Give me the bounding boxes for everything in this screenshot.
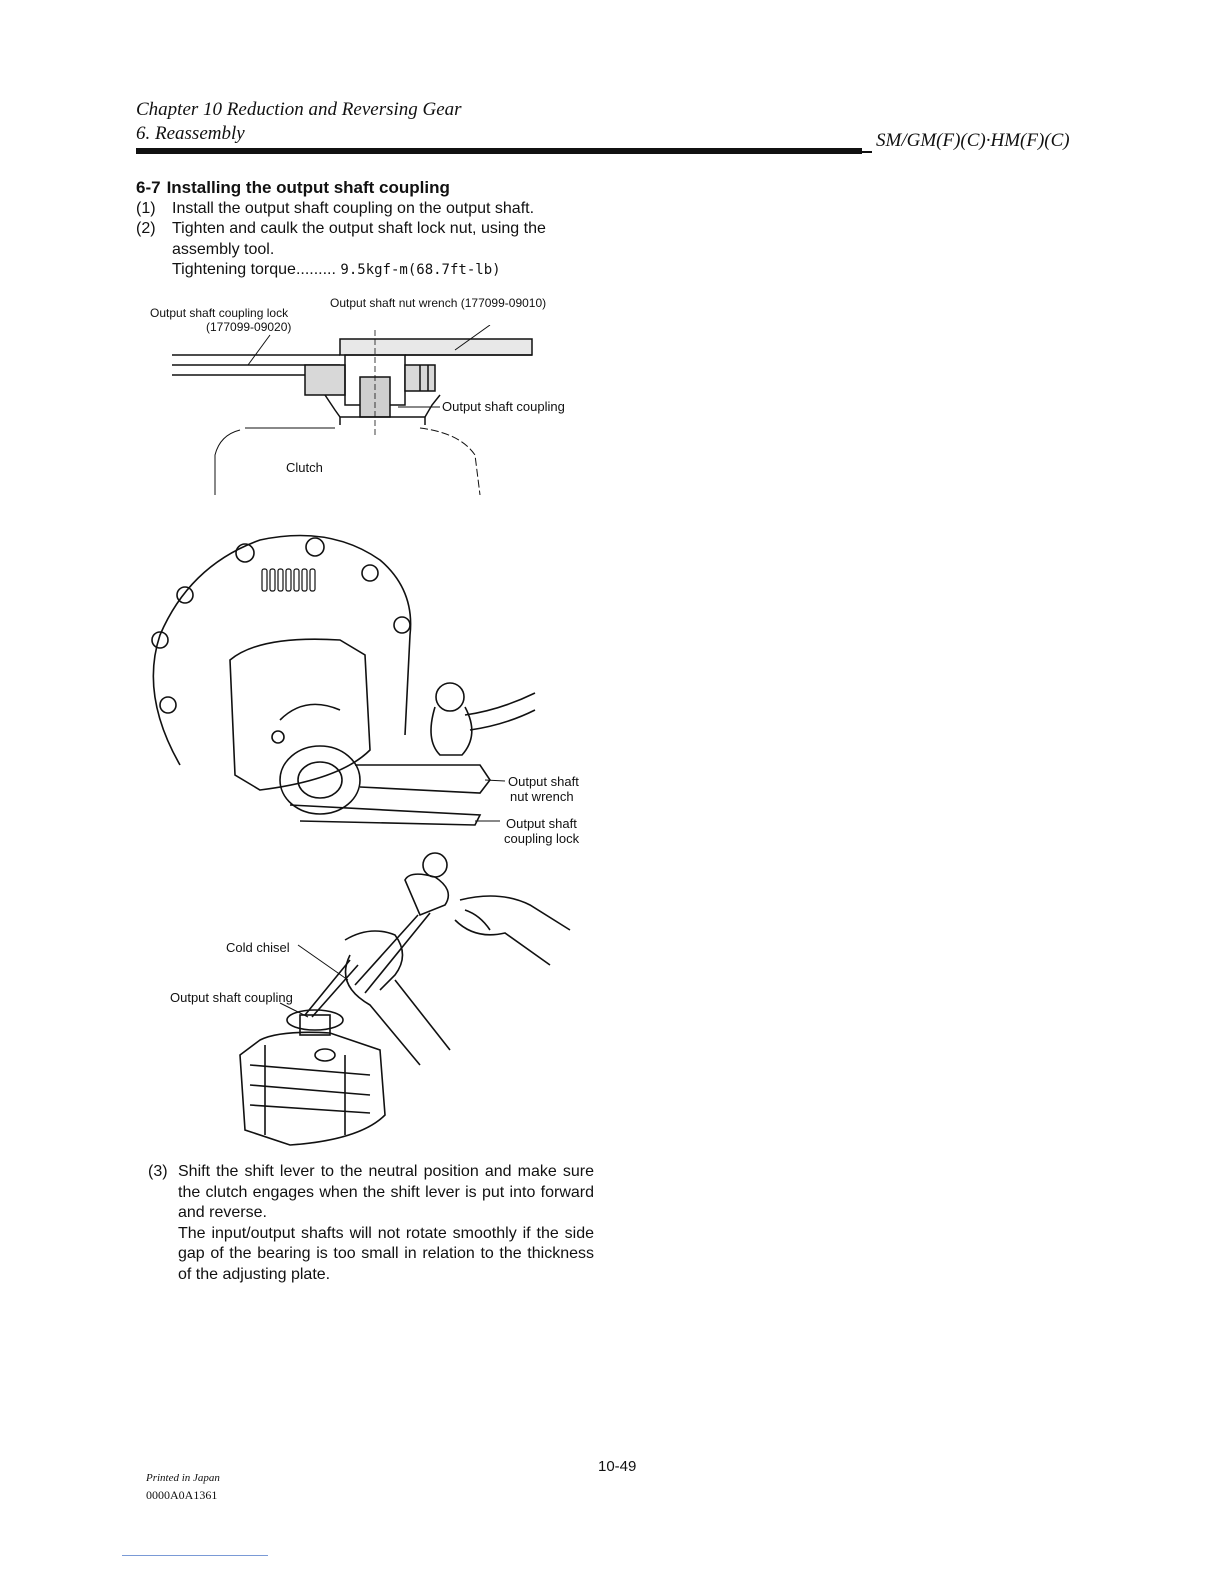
fig1-label-output-coupling: Output shaft coupling (442, 399, 565, 414)
step-text: Tighten and caulk the output shaft lock nut, using the (172, 220, 546, 237)
fig2-label-coupling-lock (504, 816, 579, 846)
printed-note: Printed in Japan (146, 1472, 220, 1484)
document-code: 0000A0A1361 (146, 1488, 218, 1502)
step-2 (136, 218, 596, 239)
page-number: 10-49 (598, 1458, 637, 1475)
fig1-label-coupling-lock-pn: (177099-09020) (206, 320, 292, 334)
section-number: 6-7 (136, 178, 161, 197)
fig2-label-nut-wrench-l1: Output shaft (508, 774, 579, 789)
torque-value: 9.5kgf-m(68.7ft-lb) (340, 262, 501, 278)
fig2-label-coupling-lock-l2: coupling lock (504, 831, 580, 846)
footer-link-underline (122, 1555, 268, 1556)
fig2-label-coupling-lock-l1: Output shaft (506, 816, 577, 831)
chapter-title: Chapter 10 Reduction and Reversing Gear (136, 99, 462, 120)
fig3-label-output-coupling: Output shaft coupling (170, 990, 293, 1005)
section-subtitle: 6. Reassembly (136, 123, 245, 144)
fig2-label-nut-wrench (508, 774, 579, 804)
torque-spec (172, 259, 592, 281)
step-number: (3) (148, 1163, 168, 1180)
section-title: Installing the output shaft coupling (166, 178, 450, 197)
fig3-label-cold-chisel: Cold chisel (226, 940, 290, 955)
section-heading (136, 178, 450, 198)
fig1-label-nut-wrench: Output shaft nut wrench (177099-09010) (330, 296, 547, 310)
step-2-continued: assembly tool. (172, 241, 275, 258)
step-text: Install the output shaft coupling on the output shaft. (172, 200, 535, 217)
step-number: (1) (136, 200, 156, 217)
header-rule (136, 148, 862, 154)
step-3-text-1: Shift the shift lever to the neutral position and make sure the clutch engages when the shift lever is put into forward and reverse. (178, 1163, 594, 1221)
wrench-illustration (140, 525, 540, 835)
step-3 (148, 1162, 594, 1285)
step-1 (136, 198, 596, 219)
fig1-label-clutch: Clutch (286, 460, 323, 475)
step-number: (2) (136, 220, 156, 237)
cross-section-diagram (160, 325, 600, 505)
header-rule-tail (862, 151, 872, 153)
fig1-label-coupling-lock: Output shaft coupling lock (150, 306, 289, 320)
torque-label: Tightening torque......... (172, 261, 336, 278)
step-3-text-2: The input/output shafts will not rotate smoothly if the side gap of the bearing is too small in relation to the thickness of the adjusting plate. (178, 1224, 594, 1283)
fig2-label-nut-wrench-l2: nut wrench (510, 789, 574, 804)
chapter-header (136, 98, 462, 146)
model-designation: SM/GM(F)(C)·HM(F)(C) (876, 130, 1070, 151)
